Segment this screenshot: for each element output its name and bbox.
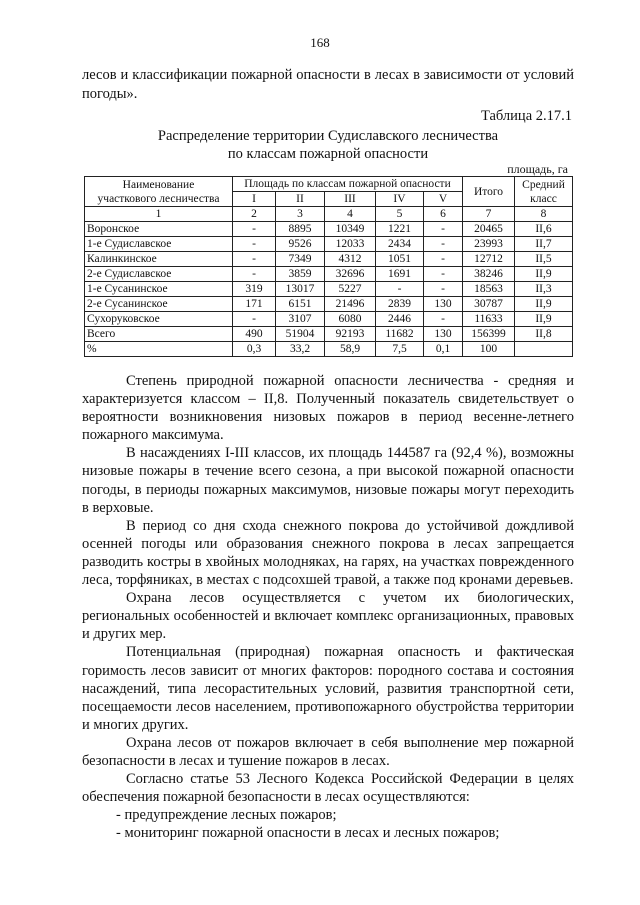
row-name-cell: 2-е Сусанинское (85, 297, 233, 312)
table-row (85, 222, 573, 237)
row-value-cell: 6080 (325, 312, 376, 327)
header-avg-class (515, 177, 573, 207)
row-value-cell: - (424, 222, 463, 237)
row-value-cell: II,7 (515, 237, 573, 252)
col-number: 5 (376, 207, 424, 222)
row-value-cell: II,5 (515, 252, 573, 267)
row-value-cell: 130 (424, 327, 463, 342)
paragraph: В насаждениях I-III классов, их площадь 144587 га (92,4 %), возможны низовые пожары в течение всего сезона, а при высокой пожарной опасности погоды, в периоды пожарных максимумов, низовые пожары могут переходить в верховые. (82, 445, 574, 516)
paragraph: Потенциальная (природная) пожарная опасность и фактическая горимость лесов зависит от многих факторов: породного состава и состояния насаждений, типа лесорастительных условий, развития транспортной сети, посещаемости лесов населением, противопожарного обустройства территории и многих других. (82, 644, 574, 733)
row-name-cell: % (85, 342, 233, 357)
page-number: 168 (310, 35, 330, 50)
row-name-cell: Всего (85, 327, 233, 342)
table-column-numbers (85, 207, 573, 222)
header-name-line-2: участкового лесничества (97, 192, 220, 205)
row-value-cell: - (424, 237, 463, 252)
row-value-cell: 1221 (376, 222, 424, 237)
table-title (82, 127, 574, 163)
header-class-3: III (325, 192, 376, 207)
row-value-cell: 38246 (463, 267, 515, 282)
row-value-cell: 171 (233, 297, 276, 312)
header-class-5: V (424, 192, 463, 207)
row-value-cell: - (233, 252, 276, 267)
row-value-cell: 20465 (463, 222, 515, 237)
row-name-cell: Сухоруковское (85, 312, 233, 327)
header-total: Итого (463, 177, 515, 207)
row-value-cell: 2446 (376, 312, 424, 327)
row-value-cell: - (233, 267, 276, 282)
row-name-cell: Воронское (85, 222, 233, 237)
row-value-cell: 10349 (325, 222, 376, 237)
col-number: 6 (424, 207, 463, 222)
row-value-cell: 1691 (376, 267, 424, 282)
header-area-group: Площадь по классам пожарной опасности (233, 177, 463, 192)
row-value-cell: - (233, 222, 276, 237)
row-value-cell: 0,3 (233, 342, 276, 357)
row-value-cell: 12033 (325, 237, 376, 252)
row-value-cell: 21496 (325, 297, 376, 312)
intro-paragraph: лесов и классификации пожарной опасности в лесах в зависимости от условий погоды». (82, 67, 574, 102)
row-value-cell: 13017 (276, 282, 325, 297)
fire-class-table (84, 176, 573, 357)
table-row (85, 312, 573, 327)
paragraph: Охрана лесов от пожаров включает в себя выполнение мер пожарной безопасности в лесах и тушение пожаров в лесах. (82, 734, 574, 769)
row-value-cell: 51904 (276, 327, 325, 342)
row-value-cell: 18563 (463, 282, 515, 297)
list-item: - предупреждение лесных пожаров; (116, 807, 337, 824)
header-class-2: II (276, 192, 325, 207)
row-value-cell: 100 (463, 342, 515, 357)
header-name (85, 177, 233, 207)
row-value-cell: 490 (233, 327, 276, 342)
table-title-line-2: по классам пожарной опасности (227, 146, 429, 162)
body-text (82, 372, 574, 842)
row-value-cell: - (376, 282, 424, 297)
row-name-cell: 1-е Судиславское (85, 237, 233, 252)
row-value-cell: 30787 (463, 297, 515, 312)
table-title-line-1: Распределение территории Судиславского лесничества (157, 128, 499, 144)
row-value-cell: II,9 (515, 297, 573, 312)
row-value-cell: 11682 (376, 327, 424, 342)
col-number: 1 (85, 207, 233, 222)
table-label: Таблица 2.17.1 (480, 108, 572, 124)
table-row (85, 252, 573, 267)
row-value-cell: 2434 (376, 237, 424, 252)
row-value-cell: 9526 (276, 237, 325, 252)
col-number: 2 (233, 207, 276, 222)
row-value-cell: II,8 (515, 327, 573, 342)
row-value-cell: 5227 (325, 282, 376, 297)
row-value-cell: 0,1 (424, 342, 463, 357)
row-value-cell: 130 (424, 297, 463, 312)
table-body (85, 222, 573, 357)
row-name-cell: 1-е Сусанинское (85, 282, 233, 297)
row-value-cell: - (233, 237, 276, 252)
row-value-cell: 4312 (325, 252, 376, 267)
row-value-cell: II,9 (515, 267, 573, 282)
table-header-row-1 (85, 177, 573, 192)
table-row (85, 342, 573, 357)
row-value-cell: 58,9 (325, 342, 376, 357)
table-row (85, 282, 573, 297)
row-value-cell: 6151 (276, 297, 325, 312)
row-value-cell: 156399 (463, 327, 515, 342)
header-class-1: I (233, 192, 276, 207)
col-number: 3 (276, 207, 325, 222)
row-value-cell: II,9 (515, 312, 573, 327)
row-value-cell: 3859 (276, 267, 325, 282)
row-value-cell: 8895 (276, 222, 325, 237)
col-number: 7 (463, 207, 515, 222)
paragraph: Согласно статье 53 Лесного Кодекса Российской Федерации в целях обеспечения пожарной безопасности в лесах осуществляются: (82, 771, 574, 806)
row-name-cell: Калинкинское (85, 252, 233, 267)
row-value-cell (515, 342, 573, 357)
header-avg-line-2: класс (530, 192, 557, 205)
row-value-cell: 12712 (463, 252, 515, 267)
row-value-cell: 92193 (325, 327, 376, 342)
row-value-cell: 32696 (325, 267, 376, 282)
row-value-cell: - (233, 312, 276, 327)
row-value-cell: 2839 (376, 297, 424, 312)
header-avg-line-1: Средний (522, 178, 565, 191)
table-row (85, 327, 573, 342)
row-value-cell: 7349 (276, 252, 325, 267)
paragraph: Охрана лесов осуществляется с учетом их биологических, региональных особенностей и включает комплекс организационных, правовых и других мер. (82, 590, 574, 643)
col-number: 4 (325, 207, 376, 222)
row-value-cell: II,6 (515, 222, 573, 237)
row-value-cell: 33,2 (276, 342, 325, 357)
header-name-line-1: Наименование (122, 178, 195, 191)
row-value-cell: 3107 (276, 312, 325, 327)
table-row (85, 297, 573, 312)
row-value-cell: 7,5 (376, 342, 424, 357)
row-value-cell: II,3 (515, 282, 573, 297)
unit-note: площадь, га (507, 162, 568, 176)
row-value-cell: - (424, 282, 463, 297)
col-number: 8 (515, 207, 573, 222)
list-item: - мониторинг пожарной опасности в лесах и лесных пожаров; (116, 825, 500, 842)
row-value-cell: 1051 (376, 252, 424, 267)
paragraph: В период со дня схода снежного покрова до устойчивой дождливой осенней погоды или образования снежного покрова в лесах запрещается разводить костры в хвойных молодняках, на гарях, на участках поврежденного леса, торфяниках, в местах с подсохшей травой, а также под кронами деревьев. (82, 517, 574, 589)
row-value-cell: 319 (233, 282, 276, 297)
header-class-4: IV (376, 192, 424, 207)
row-value-cell: - (424, 267, 463, 282)
row-value-cell: - (424, 252, 463, 267)
paragraph: Степень природной пожарной опасности лесничества - средняя и характеризуется классом – II,8. Полученный показатель свидетельствует о вероятности возникновения низовых пожаров в период весенне-летнего пожарного максимума. (82, 373, 574, 444)
row-value-cell: - (424, 312, 463, 327)
row-value-cell: 23993 (463, 237, 515, 252)
row-name-cell: 2-е Судиславское (85, 267, 233, 282)
table-row (85, 267, 573, 282)
row-value-cell: 11633 (463, 312, 515, 327)
table-row (85, 237, 573, 252)
